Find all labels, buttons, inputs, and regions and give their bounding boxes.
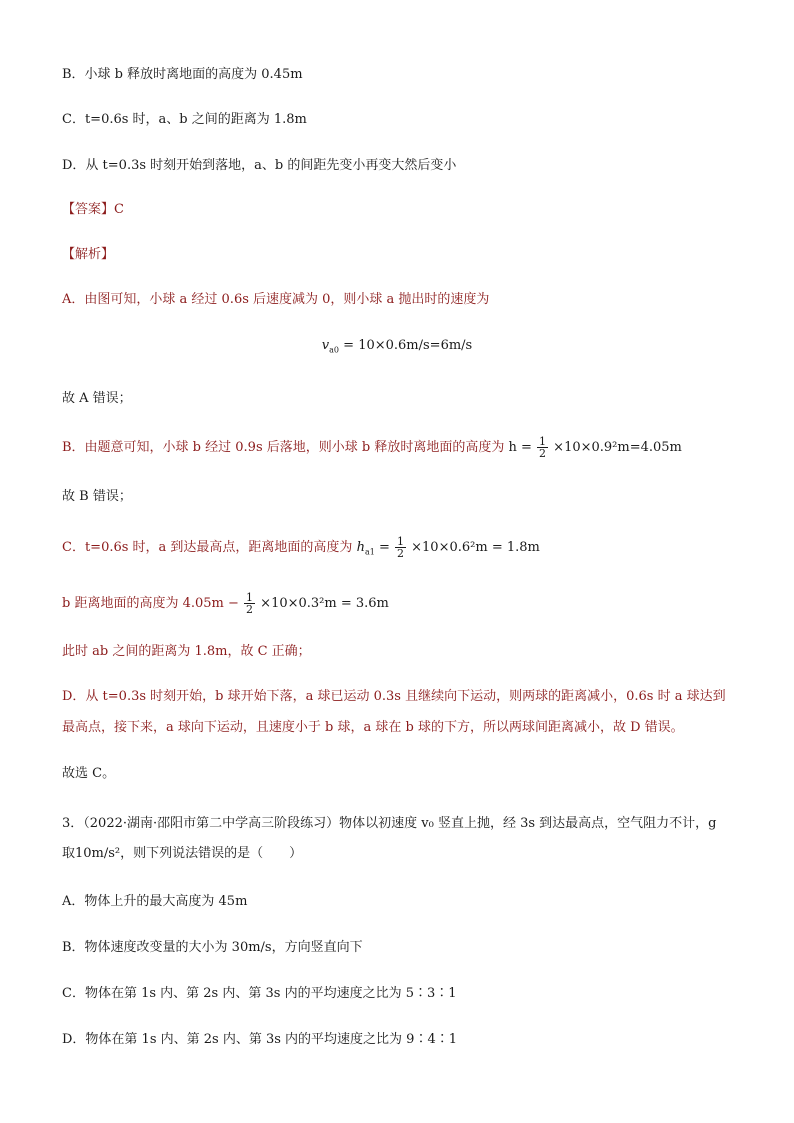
analysis-c-b-text: b 距离地面的高度为 4.05m − bbox=[62, 596, 239, 611]
formula-va0-var: v bbox=[321, 338, 330, 353]
frac-num: 1 bbox=[397, 535, 404, 548]
formula-b-rest: ×10×0.9²m=4.05m bbox=[553, 440, 682, 455]
analysis-d-line2: 最高点，接下来，a 球向下运动，且速度小于 b 球，a 球在 b 球的下方，所以两球间距离减小，故 D 错误。 bbox=[62, 720, 684, 735]
formula-c-b-rest: ×10×0.3²m = 3.6m bbox=[260, 596, 389, 611]
frac-den: 2 bbox=[539, 447, 547, 460]
analysis-b-line bbox=[62, 436, 682, 459]
frac-den: 2 bbox=[397, 547, 404, 560]
formula-c-rest: ×10×0.6²m = 1.8m bbox=[411, 540, 540, 555]
final-choice: 故选 C。 bbox=[62, 766, 116, 781]
formula-ha1-equals: = bbox=[378, 540, 390, 555]
analysis-c-text: C．t=0.6s 时，a 到达最高点，距离地面的高度为 bbox=[62, 540, 353, 555]
analysis-label: 【解析】 bbox=[62, 247, 115, 262]
option-c: C．t=0.6s 时，a、b 之间的距离为 1.8m bbox=[62, 112, 307, 127]
frac-num: 1 bbox=[539, 435, 547, 448]
q3-option-a: A．物体上升的最大高度为 45m bbox=[62, 894, 248, 909]
formula-va0-value: 10×0.6m/s=6m/s bbox=[358, 338, 473, 353]
formula-ha1-sub: a1 bbox=[364, 547, 375, 557]
q3-stem-line1: 3．（2022·湖南·邵阳市第二中学高三阶段练习）物体以初速度 v₀ 竖直上抛，经 3s 到达最高点，空气阻力不计，g bbox=[62, 816, 717, 831]
analysis-a-conclusion: 故 A 错误； bbox=[62, 391, 132, 406]
analysis-d-line1: D．从 t=0.3s 时刻开始，b 球开始下落，a 球已运动 0.3s 且继续向下运动，则两球的距离减小，0.6s 时 a 球达到 bbox=[62, 689, 726, 704]
q3-option-c: C．物体在第 1s 内、第 2s 内、第 3s 内的平均速度之比为 5∶3∶1 bbox=[62, 986, 457, 1001]
analysis-c-line bbox=[62, 536, 540, 563]
frac-num: 1 bbox=[246, 591, 254, 604]
answer-label: 【答案】C bbox=[62, 202, 124, 217]
q3-stem-line2: 取10m/s²，则下列说法错误的是（ ） bbox=[62, 846, 303, 861]
analysis-b-conclusion: 故 B 错误； bbox=[62, 489, 132, 504]
q3-option-b: B．物体速度改变量的大小为 30m/s，方向竖直向下 bbox=[62, 940, 363, 955]
fraction-half bbox=[537, 436, 548, 459]
fraction-half bbox=[395, 536, 406, 559]
fraction-half bbox=[244, 592, 255, 615]
option-d: D．从 t=0.3s 时刻开始到落地，a、b 的间距先变小再变大然后变小 bbox=[62, 158, 457, 173]
formula-va0-sub: a0 bbox=[329, 345, 339, 355]
q3-option-d: D．物体在第 1s 内、第 2s 内、第 3s 内的平均速度之比为 9∶4∶1 bbox=[62, 1032, 457, 1047]
analysis-a-text: A．由图可知，小球 a 经过 0.6s 后速度减为 0，则小球 a 抛出时的速度为 bbox=[62, 292, 490, 307]
formula-va0 bbox=[0, 336, 794, 361]
frac-den: 2 bbox=[246, 603, 254, 616]
formula-h-prefix: h = bbox=[508, 440, 532, 455]
formula-ha1-var: h bbox=[356, 540, 365, 555]
analysis-b-text: B．由题意可知，小球 b 经过 0.9s 后落地，则小球 b 释放时离地面的高度为 bbox=[62, 440, 505, 455]
option-b: B．小球 b 释放时离地面的高度为 0.45m bbox=[62, 67, 303, 82]
formula-va0-equals: = bbox=[343, 338, 355, 353]
analysis-c-distance: 此时 ab 之间的距离为 1.8m，故 C 正确； bbox=[62, 644, 311, 659]
analysis-c-b-line bbox=[62, 592, 389, 615]
